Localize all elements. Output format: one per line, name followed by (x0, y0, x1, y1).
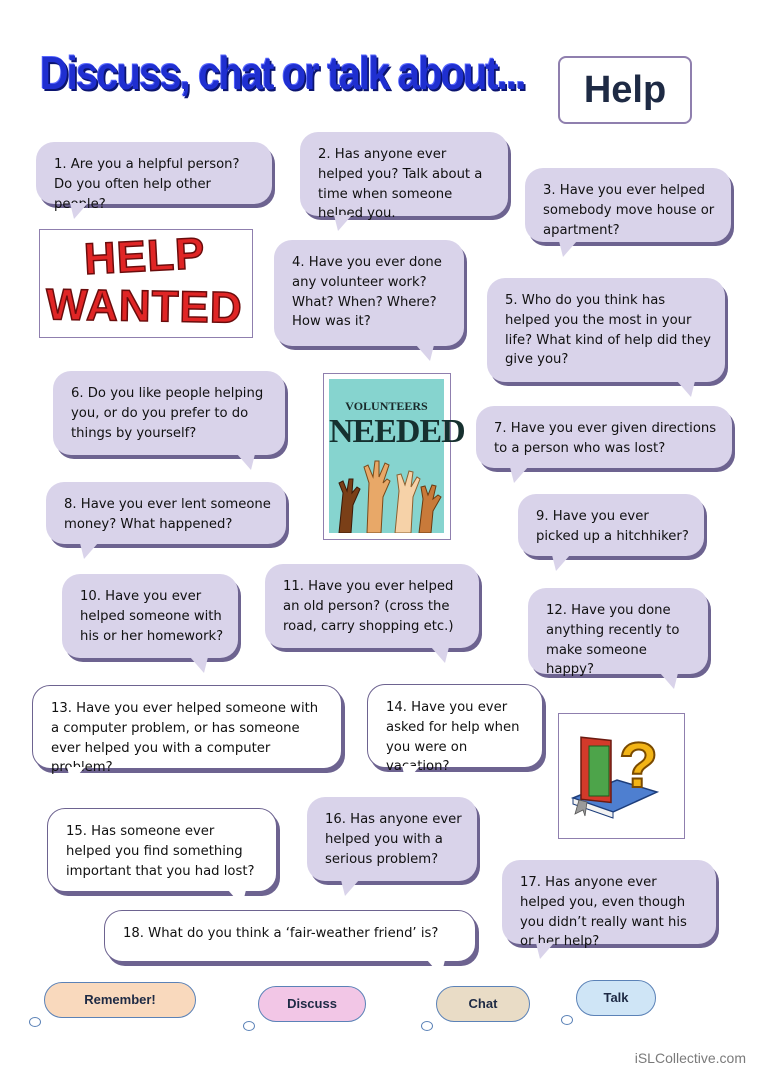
cloud-chat: Chat (436, 986, 530, 1022)
question-text: 7. Have you ever given directions to a person who was lost? (494, 421, 717, 456)
question-text: 17. Has anyone ever helped you, even though you didn’t really want his or her help? (520, 875, 687, 950)
question-text: 15. Has someone ever helped you find something important that you had lost? (66, 824, 255, 879)
page-title: Discuss, chat or talk about... (40, 47, 525, 99)
volunteers-text: VOLUNTEERS (345, 399, 428, 413)
question-17 (502, 860, 716, 950)
question-text: 10. Have you ever helped someone with his or her homework? (80, 589, 224, 644)
question-16 (307, 797, 477, 881)
needed-text: NEEDED (329, 413, 465, 450)
help-wanted-line1: HELP (82, 228, 207, 285)
question-text: 2. Has anyone ever helped you? Talk about a time when someone helped you. (318, 147, 483, 222)
question-text: 4. Have you ever done any volunteer work? What? When? Where? How was it? (292, 255, 442, 330)
question-5 (487, 278, 725, 382)
question-4 (274, 240, 464, 346)
question-14 (367, 684, 543, 775)
question-text: 8. Have you ever lent someone money? What happened? (64, 497, 271, 532)
question-text: 13. Have you ever helped someone with a computer problem, or has someone ever helped you with a computer problem? (51, 701, 319, 776)
question-15 (47, 808, 277, 892)
question-7 (476, 406, 732, 468)
question-text: 12. Have you done anything recently to make someone happy? (546, 603, 680, 678)
question-text: 9. Have you ever picked up a hitchhiker? (536, 509, 689, 544)
cloud-talk: Talk (576, 980, 656, 1016)
question-text: 16. Has anyone ever helped you with a serious problem? (325, 812, 462, 867)
question-2 (300, 132, 508, 222)
help-wanted-image (39, 229, 253, 338)
help-wanted-line2: WANTED (45, 280, 244, 333)
book-question-image (558, 713, 685, 839)
question-13 (32, 685, 342, 776)
question-12 (528, 588, 708, 678)
question-9 (518, 494, 704, 556)
watermark: iSLCollective.com (634, 1050, 746, 1066)
topic-box: Help (558, 56, 692, 124)
volunteers-needed-image (323, 373, 465, 540)
raised-hands-icon (329, 453, 444, 533)
cloud-discuss: Discuss (258, 986, 366, 1022)
question-text: 5. Who do you think has helped you the most in your life? What kind of help did they give you? (505, 293, 711, 368)
question-6 (53, 371, 285, 455)
question-text: 14. Have you ever asked for help when you were on vacation? (386, 700, 520, 775)
question-3 (525, 168, 731, 242)
question-text: 3. Have you ever helped somebody move house or apartment? (543, 183, 715, 238)
question-text: 6. Do you like people helping you, or do you prefer to do things by yourself? (71, 386, 264, 441)
question-11 (265, 564, 479, 648)
question-text: 11. Have you ever helped an old person? (cross the road, carry shopping etc.) (283, 579, 454, 634)
question-text: 18. What do you think a ‘fair-weather friend’ is? (123, 926, 439, 941)
question-mark-icon: ? (619, 729, 659, 801)
cloud-remember: Remember! (44, 982, 196, 1018)
question-10 (62, 574, 238, 658)
question-18 (104, 910, 476, 962)
question-8 (46, 482, 286, 544)
question-1 (36, 142, 272, 212)
volunteers-poster (329, 379, 465, 533)
question-text: 1. Are you a helpful person? Do you often help other people? (54, 157, 240, 212)
